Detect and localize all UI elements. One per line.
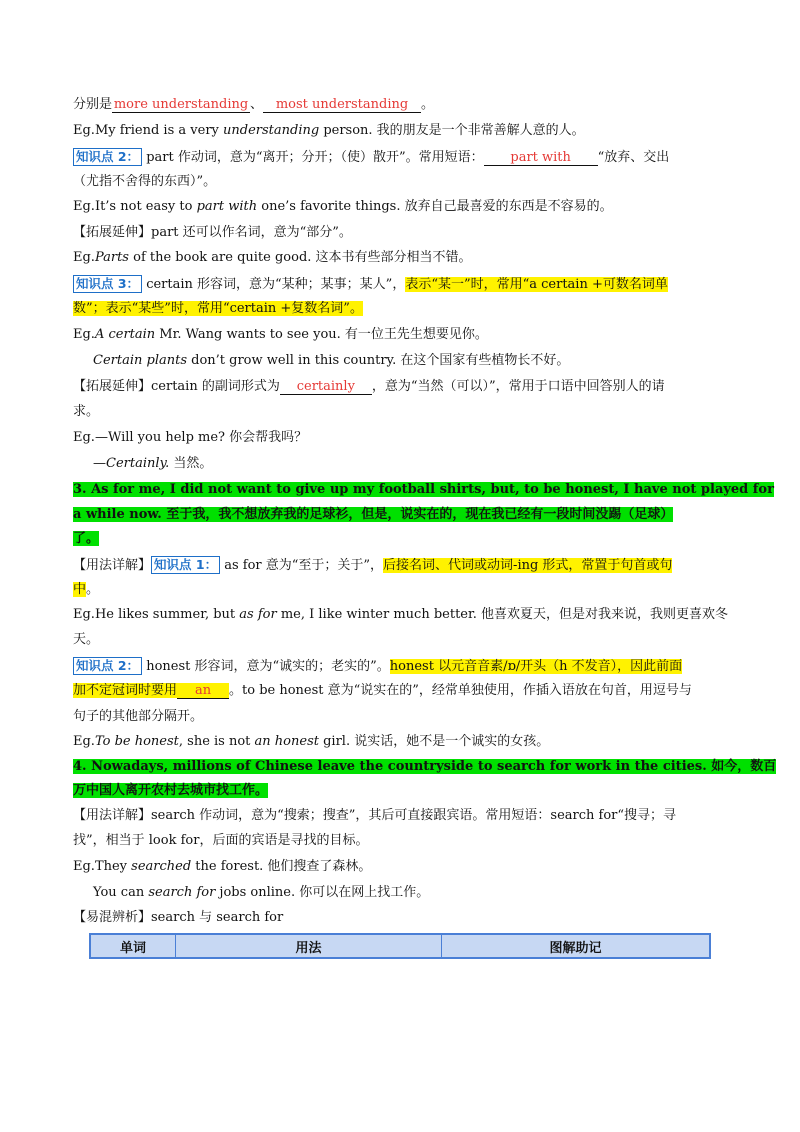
text-line (73, 300, 733, 318)
highlight: 4. Nowadays, millions of Chinese leave the countryside to search for work in the cities. 如今，数百 (73, 759, 777, 774)
text-line: 找”，相当于 look for，后面的宾语是寻找的目标。 (73, 833, 369, 848)
text-line: 【易混辨析】search 与 search for (73, 910, 284, 925)
example-line: Eg.Parts of the book are quite good. 这本书有些部分相当不错。 (73, 250, 472, 265)
knowledge-point-tag: 知识点 1： (151, 556, 220, 574)
text-line: 知识点 2： part 作动词，意为“离开；分开；（使）散开”。常用短语： part with “放弃、交出 (73, 148, 733, 167)
example-line: You can search for jobs online. 你可以在网上找工作。 (93, 885, 430, 900)
sentence-3 (73, 506, 733, 524)
knowledge-point-tag: 知识点 2： (73, 657, 142, 675)
highlight: a while now. 至于我，我不想放弃我的足球衫，但是，说实在的，现在我已经有一段时间没踢（足球） (73, 507, 674, 522)
sentence-4 (73, 758, 777, 776)
example-line: —Certainly. 当然。 (93, 456, 213, 471)
answer-blank: part with (484, 150, 598, 166)
sentence-3 (73, 530, 733, 548)
text-line: 加不定冠词时要用 an 。to be honest 意为“说实在的”，经常单独使用，作插入语放在句首，用逗号与 (73, 683, 692, 698)
answer-blank: an (177, 683, 229, 699)
highlight: 万中国人离开农村去城市找工作。 (73, 783, 269, 798)
text-line: 知识点 3： certain 形容词，意为“某种；某事；某人”，表示“某一”时，常用“a certain +可数名词单 (73, 275, 733, 294)
knowledge-point-tag: 知识点 3： (73, 275, 142, 293)
highlight: 加不定冠词时要用 (73, 683, 178, 698)
answer-blank: more understanding (113, 97, 249, 112)
highlight: 了。 (73, 531, 100, 546)
highlight: 后接名词、代词或动词-ing 形式，常置于句首或句 (383, 558, 673, 573)
text-line: 【用法详解】 知识点 1： as for 意为“至于；关于”，后接名词、代词或动词-ing 形式，常置于句首或句 (73, 557, 673, 573)
sentence-3 (73, 481, 774, 499)
example-line: Eg.My friend is a very understanding person. 我的朋友是一个非常善解人意的人。 (73, 123, 585, 138)
comparison-table-header (89, 933, 711, 959)
knowledge-point-tag: 知识点 2： (73, 148, 142, 166)
highlight: honest 以元音音素/ɒ/开头（h 不发音），因此前面 (389, 659, 683, 674)
highlight: 3. As for me, I did not want to give up my football shirts, but, to be honest, I have not played for (73, 482, 774, 497)
table-header-cell: 单词 (91, 935, 176, 957)
answer-blank: certainly (280, 379, 372, 395)
example-line: Eg.It’s not easy to part with one’s favorite things. 放弃自己最喜爱的东西是不容易的。 (73, 199, 613, 214)
text-line: 求。 (73, 404, 100, 419)
highlight: 表示“某一”时，常用“a certain +可数名词单 (405, 277, 668, 292)
example-line: Certain plants don’t grow well in this country. 在这个国家有些植物长不好。 (93, 353, 570, 368)
example-line: Eg.A certain Mr. Wang wants to see you. 有一位王先生想要见你。 (73, 327, 488, 342)
highlight: 中 (73, 582, 87, 597)
text-line: 分别是 more understanding 、 most understanding 。 (73, 97, 435, 112)
text-line: 【用法详解】search 作动词，意为“搜索；搜查”，其后可直接跟宾语。常用短语：search for“搜寻；寻 (73, 808, 677, 823)
example-line: 天。 (73, 632, 100, 647)
table-header-cell: 图解助记 (549, 940, 602, 956)
text-line: 中。 (73, 582, 100, 597)
example-line: Eg.To be honest, she is not an honest girl. 说实话，她不是一个诚实的女孩。 (73, 734, 550, 749)
text-line: 句子的其他部分隔开。 (73, 709, 204, 724)
example-line: Eg.They searched the forest. 他们搜查了森林。 (73, 859, 372, 874)
text-line: 【拓展延伸】certain 的副词形式为 certainly ，意为“当然（可以）”，常用于口语中回答别人的请 (73, 379, 665, 394)
sentence-4 (73, 782, 733, 800)
answer-blank: most understanding (263, 97, 421, 113)
example-line: Eg.He likes summer, but as for me, I like winter much better. 他喜欢夏天，但是对我来说，我则更喜欢冬 (73, 607, 729, 622)
text-line: 知识点 2： honest 形容词，意为“诚实的；老实的”。honest 以元音音素/ɒ/开头（h 不发音），因此前面 (73, 657, 733, 676)
text-line: 【拓展延伸】part 还可以作名词，意为“部分”。 (73, 225, 352, 240)
text-line: （尤指不舍得的东西）”。 (73, 174, 217, 189)
table-header-cell: 用法 (176, 935, 442, 957)
highlight: 数”；表示“某些”时，常用“certain +复数名词”。 (73, 301, 363, 316)
example-line: Eg.—Will you help me? 你会帮我吗？ (73, 430, 308, 445)
